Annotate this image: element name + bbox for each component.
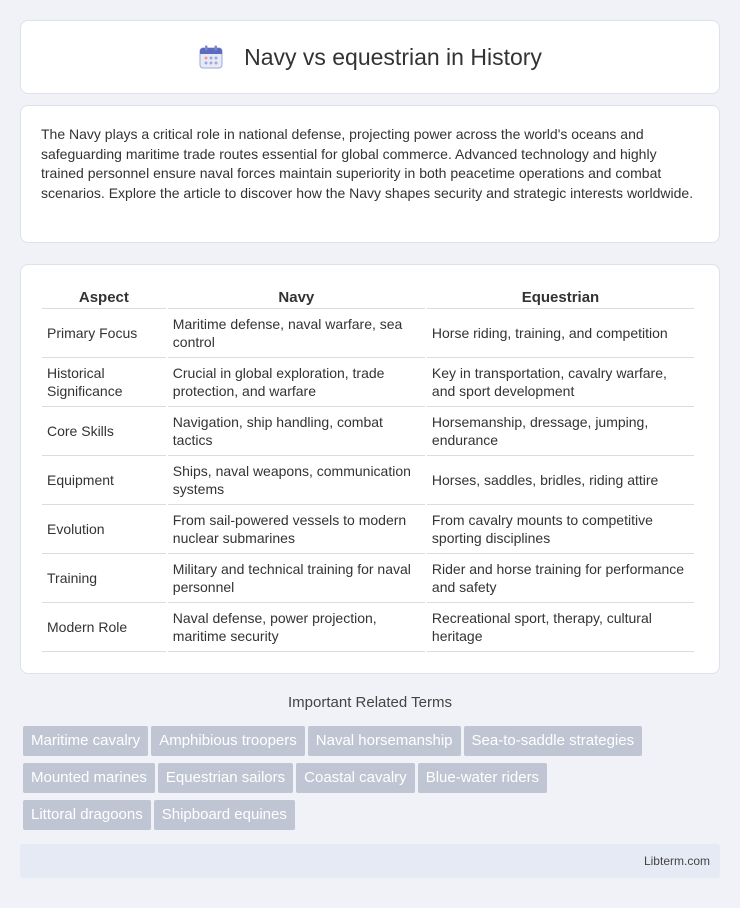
table-row [42, 603, 694, 652]
related-terms-list [23, 726, 723, 837]
table-row [42, 456, 694, 505]
related-term-tag[interactable]: Mounted marines [23, 763, 155, 793]
related-term-tag[interactable]: Amphibious troopers [151, 726, 305, 756]
table-row [42, 407, 694, 456]
table-cell-navy: Crucial in global exploration, trade protection, and warfare [168, 358, 425, 407]
header-card [20, 20, 720, 94]
related-term-tag[interactable]: Sea-to-saddle strategies [464, 726, 643, 756]
table-cell-navy: Maritime defense, naval warfare, sea control [168, 309, 425, 358]
intro-text: The Navy plays a critical role in national defense, projecting power across the world's oceans and safeguarding maritime trade routes essential for global commerce. Advanced technology and highly trained personnel ensure naval forces maintain superiority in both peacetime operations and combat scenarios. Explore the article to discover how the Navy shapes security and strategic interests worldwide. [41, 126, 694, 201]
comparison-table [40, 285, 696, 652]
table-cell-navy: From sail-powered vessels to modern nuclear submarines [168, 505, 425, 554]
related-term-tag[interactable]: Naval horsemanship [308, 726, 461, 756]
related-term-tag[interactable]: Littoral dragoons [23, 800, 151, 830]
table-cell-equestrian: Rider and horse training for performance and safety [427, 554, 694, 603]
table-cell-equestrian: Horsemanship, dressage, jumping, endurance [427, 407, 694, 456]
column-header-equestrian: Equestrian [427, 285, 694, 309]
related-term-tag[interactable]: Shipboard equines [154, 800, 295, 830]
comparison-card [20, 264, 720, 674]
related-term-tag[interactable]: Equestrian sailors [158, 763, 293, 793]
table-cell-equestrian: From cavalry mounts to competitive sporting disciplines [427, 505, 694, 554]
table-row [42, 554, 694, 603]
table-cell-aspect: Core Skills [42, 407, 166, 456]
table-cell-equestrian: Recreational sport, therapy, cultural heritage [427, 603, 694, 652]
table-cell-equestrian: Horses, saddles, bridles, riding attire [427, 456, 694, 505]
intro-card [20, 105, 720, 243]
table-row [42, 505, 694, 554]
related-term-tag[interactable]: Maritime cavalry [23, 726, 148, 756]
related-term-tag[interactable]: Coastal cavalry [296, 763, 415, 793]
table-row [42, 358, 694, 407]
table-cell-navy: Ships, naval weapons, communication systems [168, 456, 425, 505]
related-terms-title: Important Related Terms [288, 694, 452, 711]
table-row [42, 309, 694, 358]
page-title: Navy vs equestrian in History [244, 43, 542, 70]
table-cell-aspect: Training [42, 554, 166, 603]
table-cell-aspect: Historical Significance [42, 358, 166, 407]
column-header-aspect: Aspect [42, 285, 166, 309]
table-header-row [42, 285, 694, 309]
table-cell-navy: Military and technical training for naval personnel [168, 554, 425, 603]
table-cell-navy: Naval defense, power projection, maritime security [168, 603, 425, 652]
footer-site-link[interactable]: Libterm.com [643, 854, 710, 868]
table-cell-aspect: Modern Role [42, 603, 166, 652]
related-term-tag[interactable]: Blue-water riders [418, 763, 547, 793]
calendar-icon [198, 44, 224, 70]
column-header-navy: Navy [168, 285, 425, 309]
table-cell-equestrian: Key in transportation, cavalry warfare, and sport development [427, 358, 694, 407]
table-cell-aspect: Equipment [42, 456, 166, 505]
table-cell-navy: Navigation, ship handling, combat tactics [168, 407, 425, 456]
table-cell-equestrian: Horse riding, training, and competition [427, 309, 694, 358]
table-cell-aspect: Evolution [42, 505, 166, 554]
footer [20, 844, 720, 878]
table-cell-aspect: Primary Focus [42, 309, 166, 358]
